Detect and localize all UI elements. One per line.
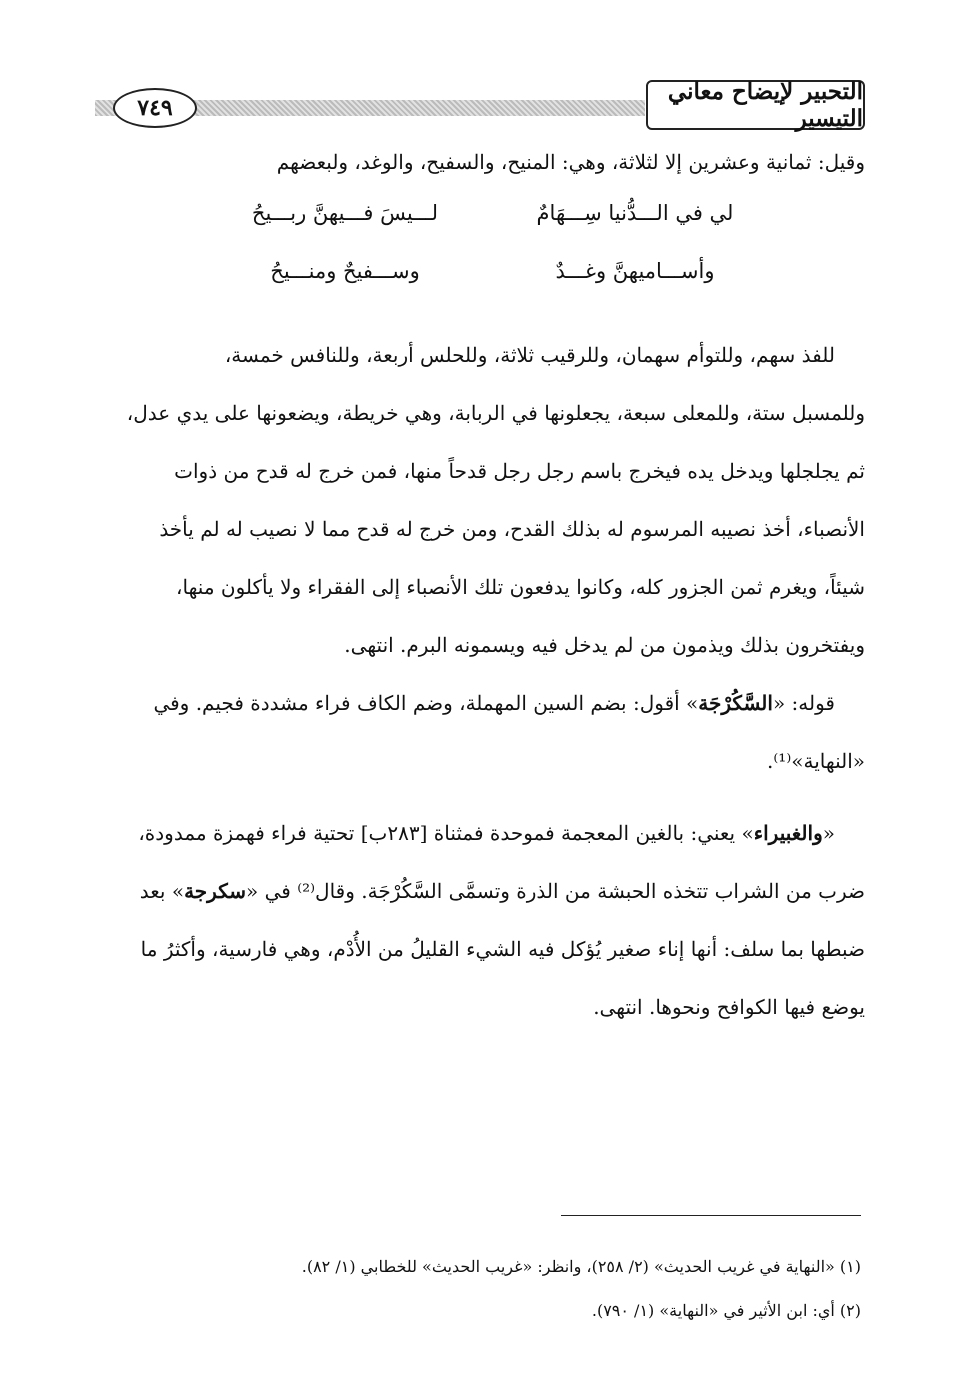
poem-verse <box>95 242 865 300</box>
text-line: «النهاية»⁽¹⁾. <box>767 749 865 773</box>
poem-verse <box>95 184 865 242</box>
book-title: التحبير لإيضاح معاني التيسير <box>646 80 865 130</box>
footnote: (١) «النهاية في غريب الحديث» (٢/ ٢٥٨)، وانظر: «غريب الحديث» للخطابي (١/ ٨٢). <box>301 1257 861 1276</box>
text-line: ثم يجلجلها ويدخل يده فيخرج باسم رجل رجل قدحاً منها، فمن خرج له قدح من ذوات <box>174 459 865 483</box>
text-line: الأنصباء، أخذ نصيبه المرسوم له بذلك القدح، ومن خرج له قدح مما لا نصيب له لم يأخذ <box>159 517 865 541</box>
page-number: ٧٤٩ <box>113 88 197 128</box>
footnote-separator <box>561 1215 861 1216</box>
paragraph <box>95 674 865 790</box>
text-line: «والغبيراء» يعني: بالغين المعجمة فموحدة فمثناة [٢٨٣ب] تحتية فراء فهمزة ممدودة، <box>138 821 835 845</box>
text-line: وقيل: ثمانية وعشرين إلا لثلاثة، وهي: المنيح، والسفيح، والوغد، ولبعضهم <box>276 150 865 174</box>
text-line: قوله: «السَّكُرْجَة» أقول: بضم السين المهملة، وضم الكاف فراء مشددة فجيم. وفي <box>153 691 835 715</box>
page-header <box>95 80 865 140</box>
main-text <box>95 140 865 1036</box>
text-line: ويفتخرون بذلك ويذمون من لم يدخل فيه ويسمونه البرم. انتهى. <box>344 633 865 657</box>
bold-term: والغبيراء <box>753 821 823 845</box>
text-line: للفذ سهم، وللتوأم سهمان، وللرقيب ثلاثة، وللحلس أربعة، وللنافس خمسة، <box>224 343 835 367</box>
verse-hemistich: وســـفيحٌ ومنـــيحُ <box>270 259 420 283</box>
text-line: شيئاً، ويغرم ثمن الجزور كله، وكانوا يدفعون تلك الأنصباء إلى الفقراء ولا يأكلون منها، <box>176 575 865 599</box>
text-line: ضبطها بما سلف: أنها إناء صغير يُؤكل فيه الشيء القليلُ من الأُدْم، وهي فارسية، وأكثرُ ما <box>140 937 865 961</box>
footnote: (٢) أي: ابن الأثير في «النهاية» (١/ ٧٩٠). <box>591 1301 861 1320</box>
verse-hemistich: وأســـاميهنَّ وغـــدٌ <box>555 259 715 283</box>
text-line: ضرب من الشراب تتخذه الحبشة من الذرة وتسمَّى السَّكُرْجَة. وقال⁽²⁾ في «سكرجة» بعد <box>139 879 865 903</box>
text-line: يوضع فيها الكوافح ونحوها. انتهى. <box>593 995 865 1019</box>
footnotes <box>101 1245 861 1333</box>
verse-hemistich: لـــيسَ فـــيهنَّ ربـــيحُ <box>251 201 439 225</box>
paragraph <box>95 804 865 1036</box>
text-line: وللمسبل ستة، وللمعلى سبعة، يجعلونها في الربابة، وهي خريطة، ويضعونها على يدي عدل، <box>126 401 865 425</box>
bold-term: السَّكُرْجَة <box>698 691 773 715</box>
paragraph <box>95 326 865 674</box>
bold-term: سكرجة <box>184 879 247 903</box>
verse-hemistich: لي في الـــدُّنيا سِـــهَامٌ <box>536 201 734 225</box>
